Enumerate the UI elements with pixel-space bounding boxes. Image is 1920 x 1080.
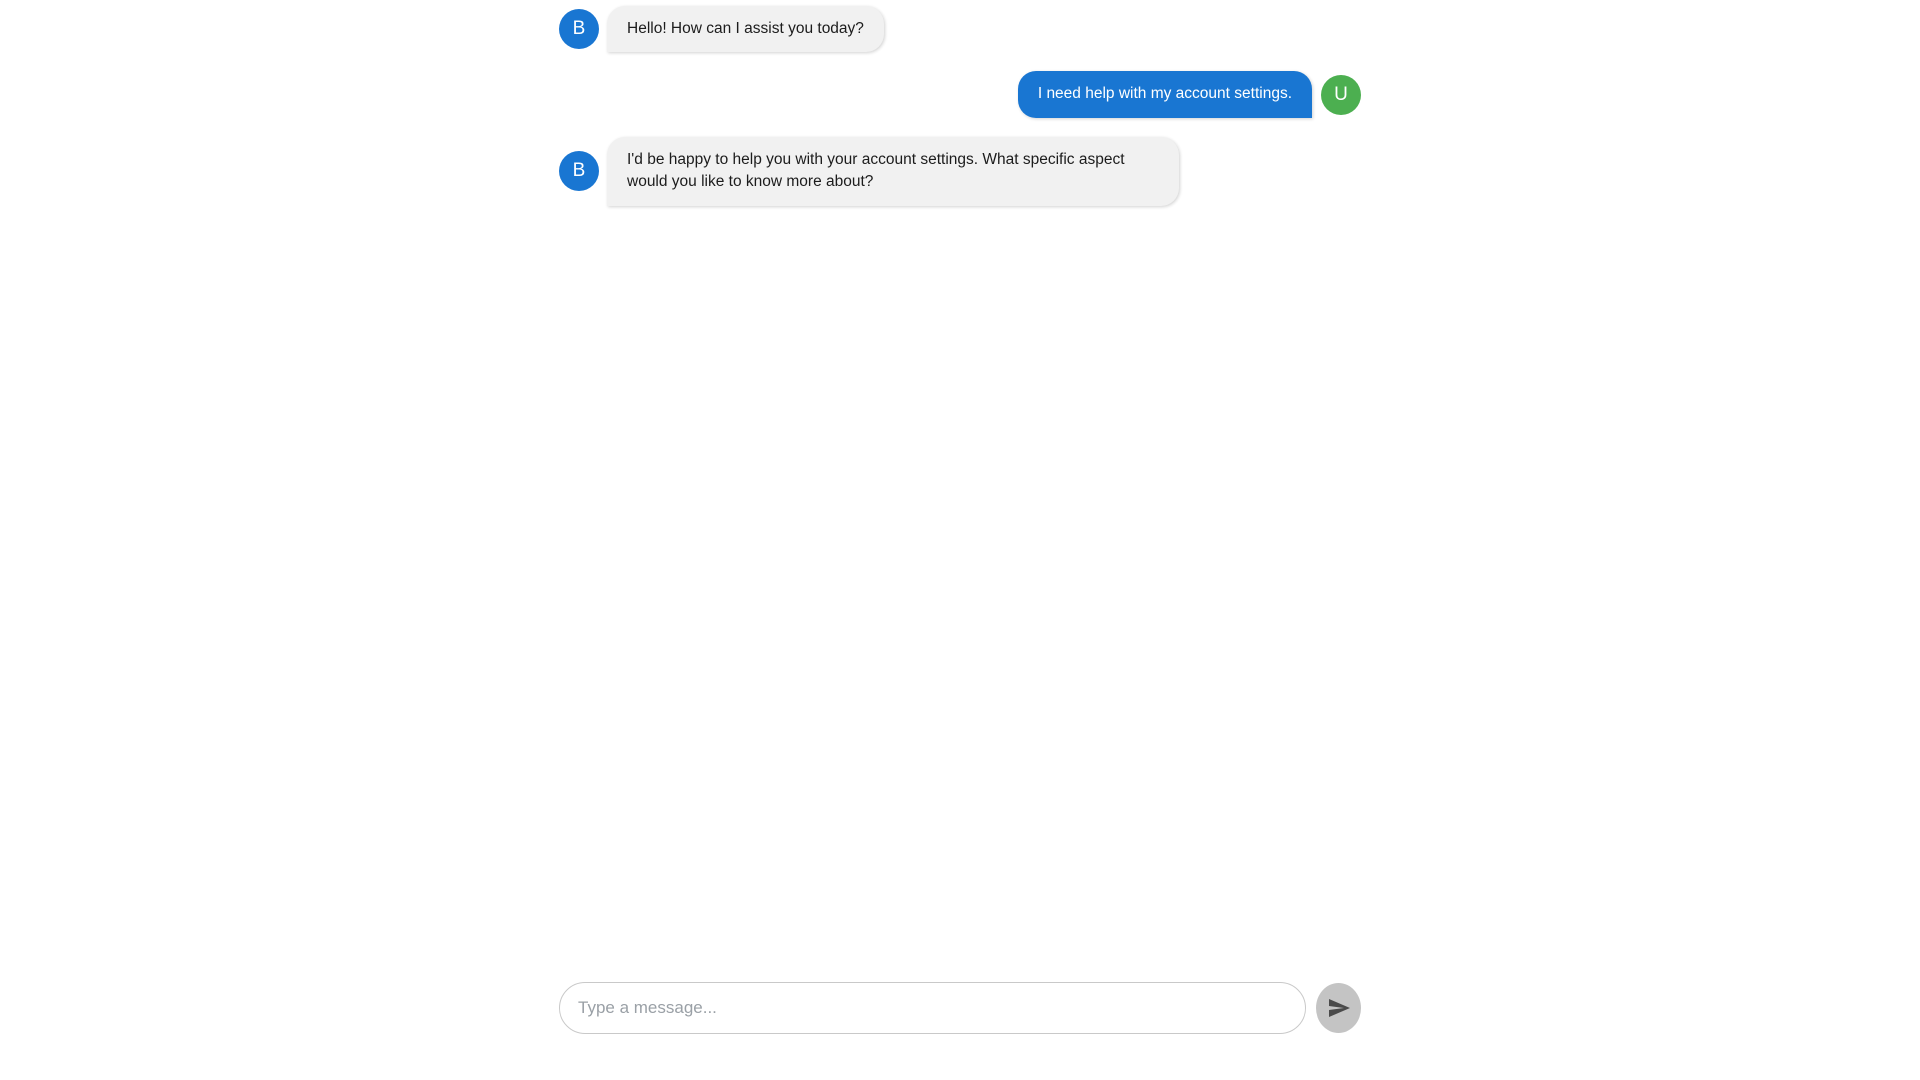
bot-message-bubble: Hello! How can I assist you today? bbox=[607, 6, 884, 52]
user-message-bubble: I need help with my account settings. bbox=[1018, 71, 1312, 117]
message-row bbox=[559, 137, 1361, 206]
send-icon bbox=[1327, 996, 1351, 1020]
message-input[interactable] bbox=[559, 982, 1306, 1034]
message-row bbox=[559, 71, 1361, 117]
send-button[interactable] bbox=[1316, 983, 1361, 1033]
bot-avatar: B bbox=[559, 151, 599, 191]
message-input-row bbox=[559, 982, 1361, 1034]
bot-avatar: B bbox=[559, 9, 599, 49]
chat-container bbox=[559, 0, 1361, 1080]
user-avatar: U bbox=[1321, 75, 1361, 115]
bot-message-bubble: I'd be happy to help you with your account settings. What specific aspect would you like to know more about? bbox=[607, 137, 1179, 206]
message-list bbox=[559, 0, 1361, 982]
message-row bbox=[559, 6, 1361, 52]
